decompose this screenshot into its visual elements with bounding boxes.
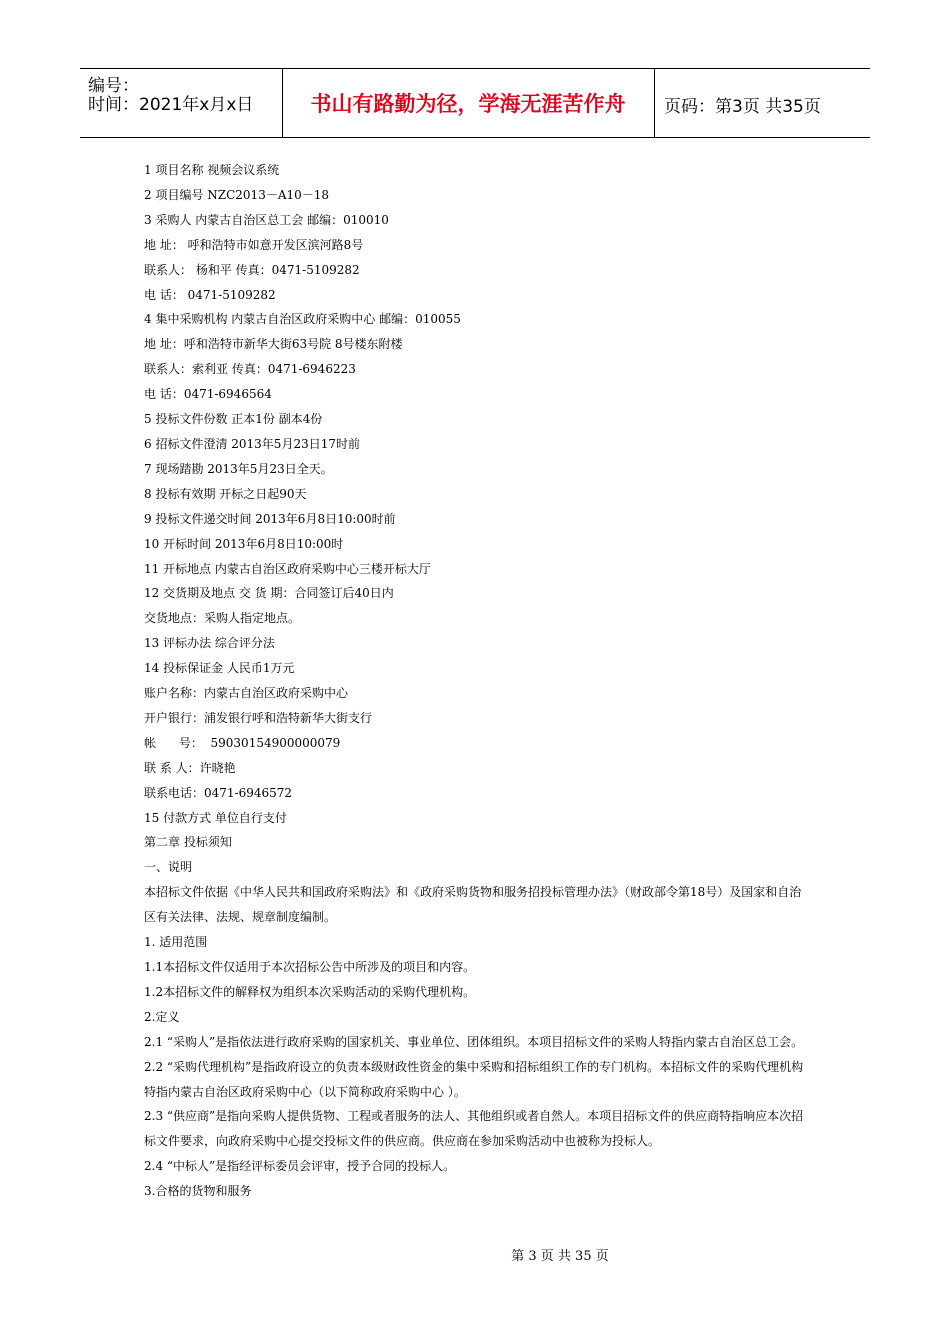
body-line: 联 系 人：许晓艳 xyxy=(144,760,236,775)
body-line: 帐 号： 59030154900000079 xyxy=(144,735,341,750)
body-line: 5 投标文件份数 正本1份 副本4份 xyxy=(144,412,323,427)
body-line: 开户银行：浦发银行呼和浩特新华大街支行 xyxy=(144,710,373,725)
document-number-label: 编号： xyxy=(88,76,139,96)
body-paragraph: 1.1本招标文件仅适用于本次招标公告中所涉及的项目和内容。 xyxy=(144,960,476,974)
body-paragraph: 2.2 “采购代理机构”是指政府设立的负责本级财政性资金的集中采购和招标组织工作的专门机构。本招标文件的采购代理机构特指内蒙古自治区政府采购中心（以下简称政府采购中心 ）。 xyxy=(144,1059,804,1099)
section-heading: 一、说明 xyxy=(144,860,193,875)
body-paragraph: 2.4 “中标人”是指经评标委员会评审，授予合同的投标人。 xyxy=(144,1159,456,1174)
body-line: 12 交货期及地点 交 货 期：合同签订后40日内 xyxy=(144,586,394,601)
body-line: 6 招标文件澄清 2013年5月23日17时前 xyxy=(144,436,360,451)
body-line: 9 投标文件递交时间 2013年6月8日10:00时前 xyxy=(144,511,396,526)
body-paragraph: 1. 适用范围 xyxy=(144,935,208,950)
page-footer: 第 3 页 共 35 页 xyxy=(511,1249,609,1264)
body-line: 地 址：呼和浩特市新华大街63号院 8号楼东附楼 xyxy=(144,337,403,352)
body-paragraph: 本招标文件依据《中华人民共和国政府采购法》和《政府采购货物和服务招投标管理办法》（财政部令第18号）及国家和自治区有关法律、法规、规章制度编制。 xyxy=(144,885,802,925)
header-page-info: 页码：第3页 共35页 xyxy=(664,97,821,117)
body-line: 7 现场踏勘 2013年5月23日全天。 xyxy=(144,461,333,476)
body-line: 11 开标地点 内蒙古自治区政府采购中心三楼开标大厅 xyxy=(144,561,431,576)
body-line: 1 项目名称 视频会议系统 xyxy=(144,163,280,177)
body-line: 联系人： 杨和平 传真：0471-5109282 xyxy=(144,262,360,277)
body-line: 14 投标保证金 人民币1万元 xyxy=(144,661,295,676)
body-line: 3 采购人 内蒙古自治区总工会 邮编：010010 xyxy=(144,212,389,227)
header-motto: 书山有路勤为径，学海无涯苦作舟 xyxy=(282,69,655,137)
document-date: 时间：2021年x月x日 xyxy=(88,95,254,115)
body-paragraph: 2.定义 xyxy=(144,1009,180,1024)
body-line: 联系电话：0471-6946572 xyxy=(144,785,293,800)
body-line: 联系人：索利亚 传真：0471-6946223 xyxy=(144,362,356,377)
document-body xyxy=(144,158,804,1204)
body-line: 电 话：0471-6946564 xyxy=(144,387,272,402)
body-line: 地 址： 呼和浩特市如意开发区滨河路8号 xyxy=(144,237,364,252)
body-line: 15 付款方式 单位自行支付 xyxy=(144,810,287,825)
body-line: 8 投标有效期 开标之日起90天 xyxy=(144,486,307,501)
body-paragraph: 2.1 “采购人”是指依法进行政府采购的国家机关、事业单位、团体组织。本项目招标文件的采购人特指内蒙古自治区总工会。 xyxy=(144,1034,804,1049)
header-meta-cell xyxy=(80,69,283,137)
body-line: 13 评标办法 综合评分法 xyxy=(144,636,275,651)
body-paragraph: 2.3 “供应商”是指向采购人提供货物、工程或者服务的法人、其他组织或者自然人。本项目招标文件的供应商特指响应本次招标文件要求，向政府采购中心提交投标文件的供应商。供应商在参加采购活动中也被称为投标人。 xyxy=(144,1109,804,1149)
body-line: 账户名称：内蒙古自治区政府采购中心 xyxy=(144,686,349,701)
body-line: 4 集中采购机构 内蒙古自治区政府采购中心 邮编：010055 xyxy=(144,312,461,327)
body-line: 电 话： 0471-5109282 xyxy=(144,287,276,302)
chapter-heading: 第二章 投标须知 xyxy=(144,835,232,850)
body-paragraph: 3.合格的货物和服务 xyxy=(144,1184,252,1199)
body-line: 交货地点：采购人指定地点。 xyxy=(144,611,301,626)
body-line: 2 项目编号 NZC2013－A10－18 xyxy=(144,187,330,202)
body-line: 10 开标时间 2013年6月8日10:00时 xyxy=(144,536,344,551)
page-header xyxy=(80,68,870,138)
body-paragraph: 1.2本招标文件的解释权为组织本次采购活动的采购代理机构。 xyxy=(144,984,476,999)
